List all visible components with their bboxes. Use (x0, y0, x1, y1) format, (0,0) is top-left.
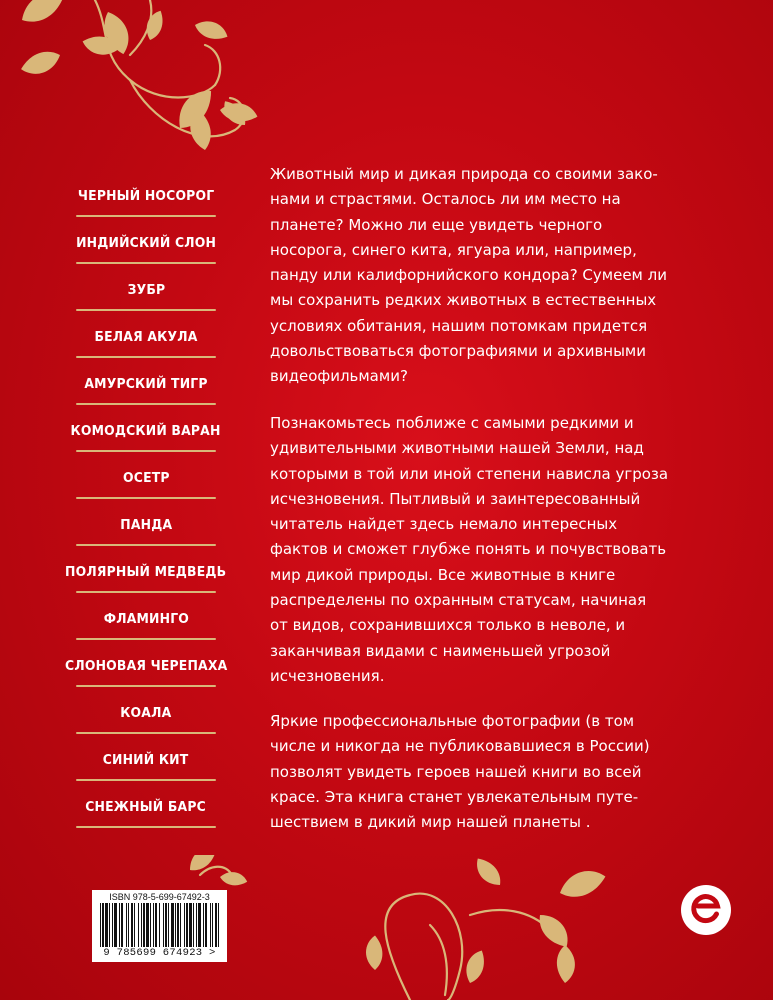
animal-list (64, 178, 228, 836)
animal-list-item (65, 554, 227, 601)
gold-divider (76, 591, 216, 593)
gold-divider (76, 779, 216, 781)
gold-divider (76, 450, 216, 452)
animal-list-item (70, 601, 222, 648)
isbn-barcode (92, 890, 227, 962)
gold-divider (76, 826, 216, 828)
animal-list-item (70, 507, 222, 554)
animal-name: ОСЕТР (122, 470, 170, 486)
animal-list-item (70, 695, 222, 742)
animal-list-item (70, 178, 222, 225)
gold-divider (76, 403, 216, 405)
animal-list-item (64, 648, 228, 695)
animal-list-item (70, 742, 222, 789)
isbn-number: ISBN 978-5-699-67492-3 (109, 892, 210, 902)
animal-name: ИНДИЙСКИЙ СЛОН (76, 235, 216, 251)
floral-vine-bottom-icon (170, 855, 650, 1000)
gold-divider (76, 732, 216, 734)
gold-divider (76, 544, 216, 546)
barcode-digits: 9 785699 674923 > (103, 947, 216, 959)
gold-divider (76, 497, 216, 499)
gold-divider (76, 356, 216, 358)
animal-name: ПОЛЯРНЫЙ МЕДВЕДЬ (65, 564, 227, 580)
animal-list-item (70, 366, 222, 413)
description-paragraph-3: Яркие профессиональные фотографии (в том числе и никогда не публиковавшиеся в России) позволят увидеть героев нашей книги во всей красе. Эта книга станет увлекательным путе- шествием в дикий мир нашей планеты . (270, 712, 650, 832)
animal-name: КОАЛА (120, 705, 172, 721)
animal-list-item (70, 225, 222, 272)
animal-list-item (70, 789, 222, 836)
gold-divider (76, 262, 216, 264)
animal-name: ФЛАМИНГО (103, 611, 189, 627)
gold-divider (76, 685, 216, 687)
publisher-logo-icon (680, 884, 732, 936)
gold-divider (76, 638, 216, 640)
gold-divider (76, 309, 216, 311)
floral-vine-top-icon (0, 0, 270, 170)
animal-name: ПАНДА (119, 517, 173, 533)
animal-list-item (70, 413, 222, 460)
animal-name: СИНИЙ КИТ (103, 752, 189, 768)
animal-name: БЕЛАЯ АКУЛА (94, 329, 198, 345)
animal-list-item (70, 460, 222, 507)
animal-name: ЗУБР (127, 282, 165, 298)
description-paragraph-2: Познакомьтесь поближе с самыми редкими и удивительными животными нашей Земли, над которыми в той или иной степени нависла угроза исчезновения. Пытливый и заинтересованный читатель найдет здесь немало интересных фактов и сможет глубже понять и почувствовать мир дикой природы. Все животные в книге распределены по охранным статусам, начиная от видов, сохранившихся только в неволе, и заканчивая видами с наименьшей угрозой исчезновения. (270, 414, 669, 685)
gold-divider (76, 215, 216, 217)
animal-name: ЧЕРНЫЙ НОСОРОГ (77, 188, 215, 204)
animal-name: АМУРСКИЙ ТИГР (84, 376, 208, 392)
barcode-bars-icon (100, 903, 219, 947)
animal-list-item (70, 319, 222, 366)
animal-name: СНЕЖНЫЙ БАРС (85, 799, 207, 815)
description-paragraph-1: Животный мир и дикая природа со своими зако- нами и страстями. Осталось ли им место на планете? Можно ли еще увидеть черного носорога, синего кита, ягуара или, например, панду или калифорнийского кондора? Сумеем ли мы сохранить редких животных в естественных условиях обитания, нашим потомкам придется довольствоваться фотографиями и архивными видеофильмами? (270, 165, 667, 386)
animal-list-item (70, 272, 222, 319)
animal-name: СЛОНОВАЯ ЧЕРЕПАХА (64, 658, 228, 674)
animal-name: КОМОДСКИЙ ВАРАН (70, 423, 222, 439)
